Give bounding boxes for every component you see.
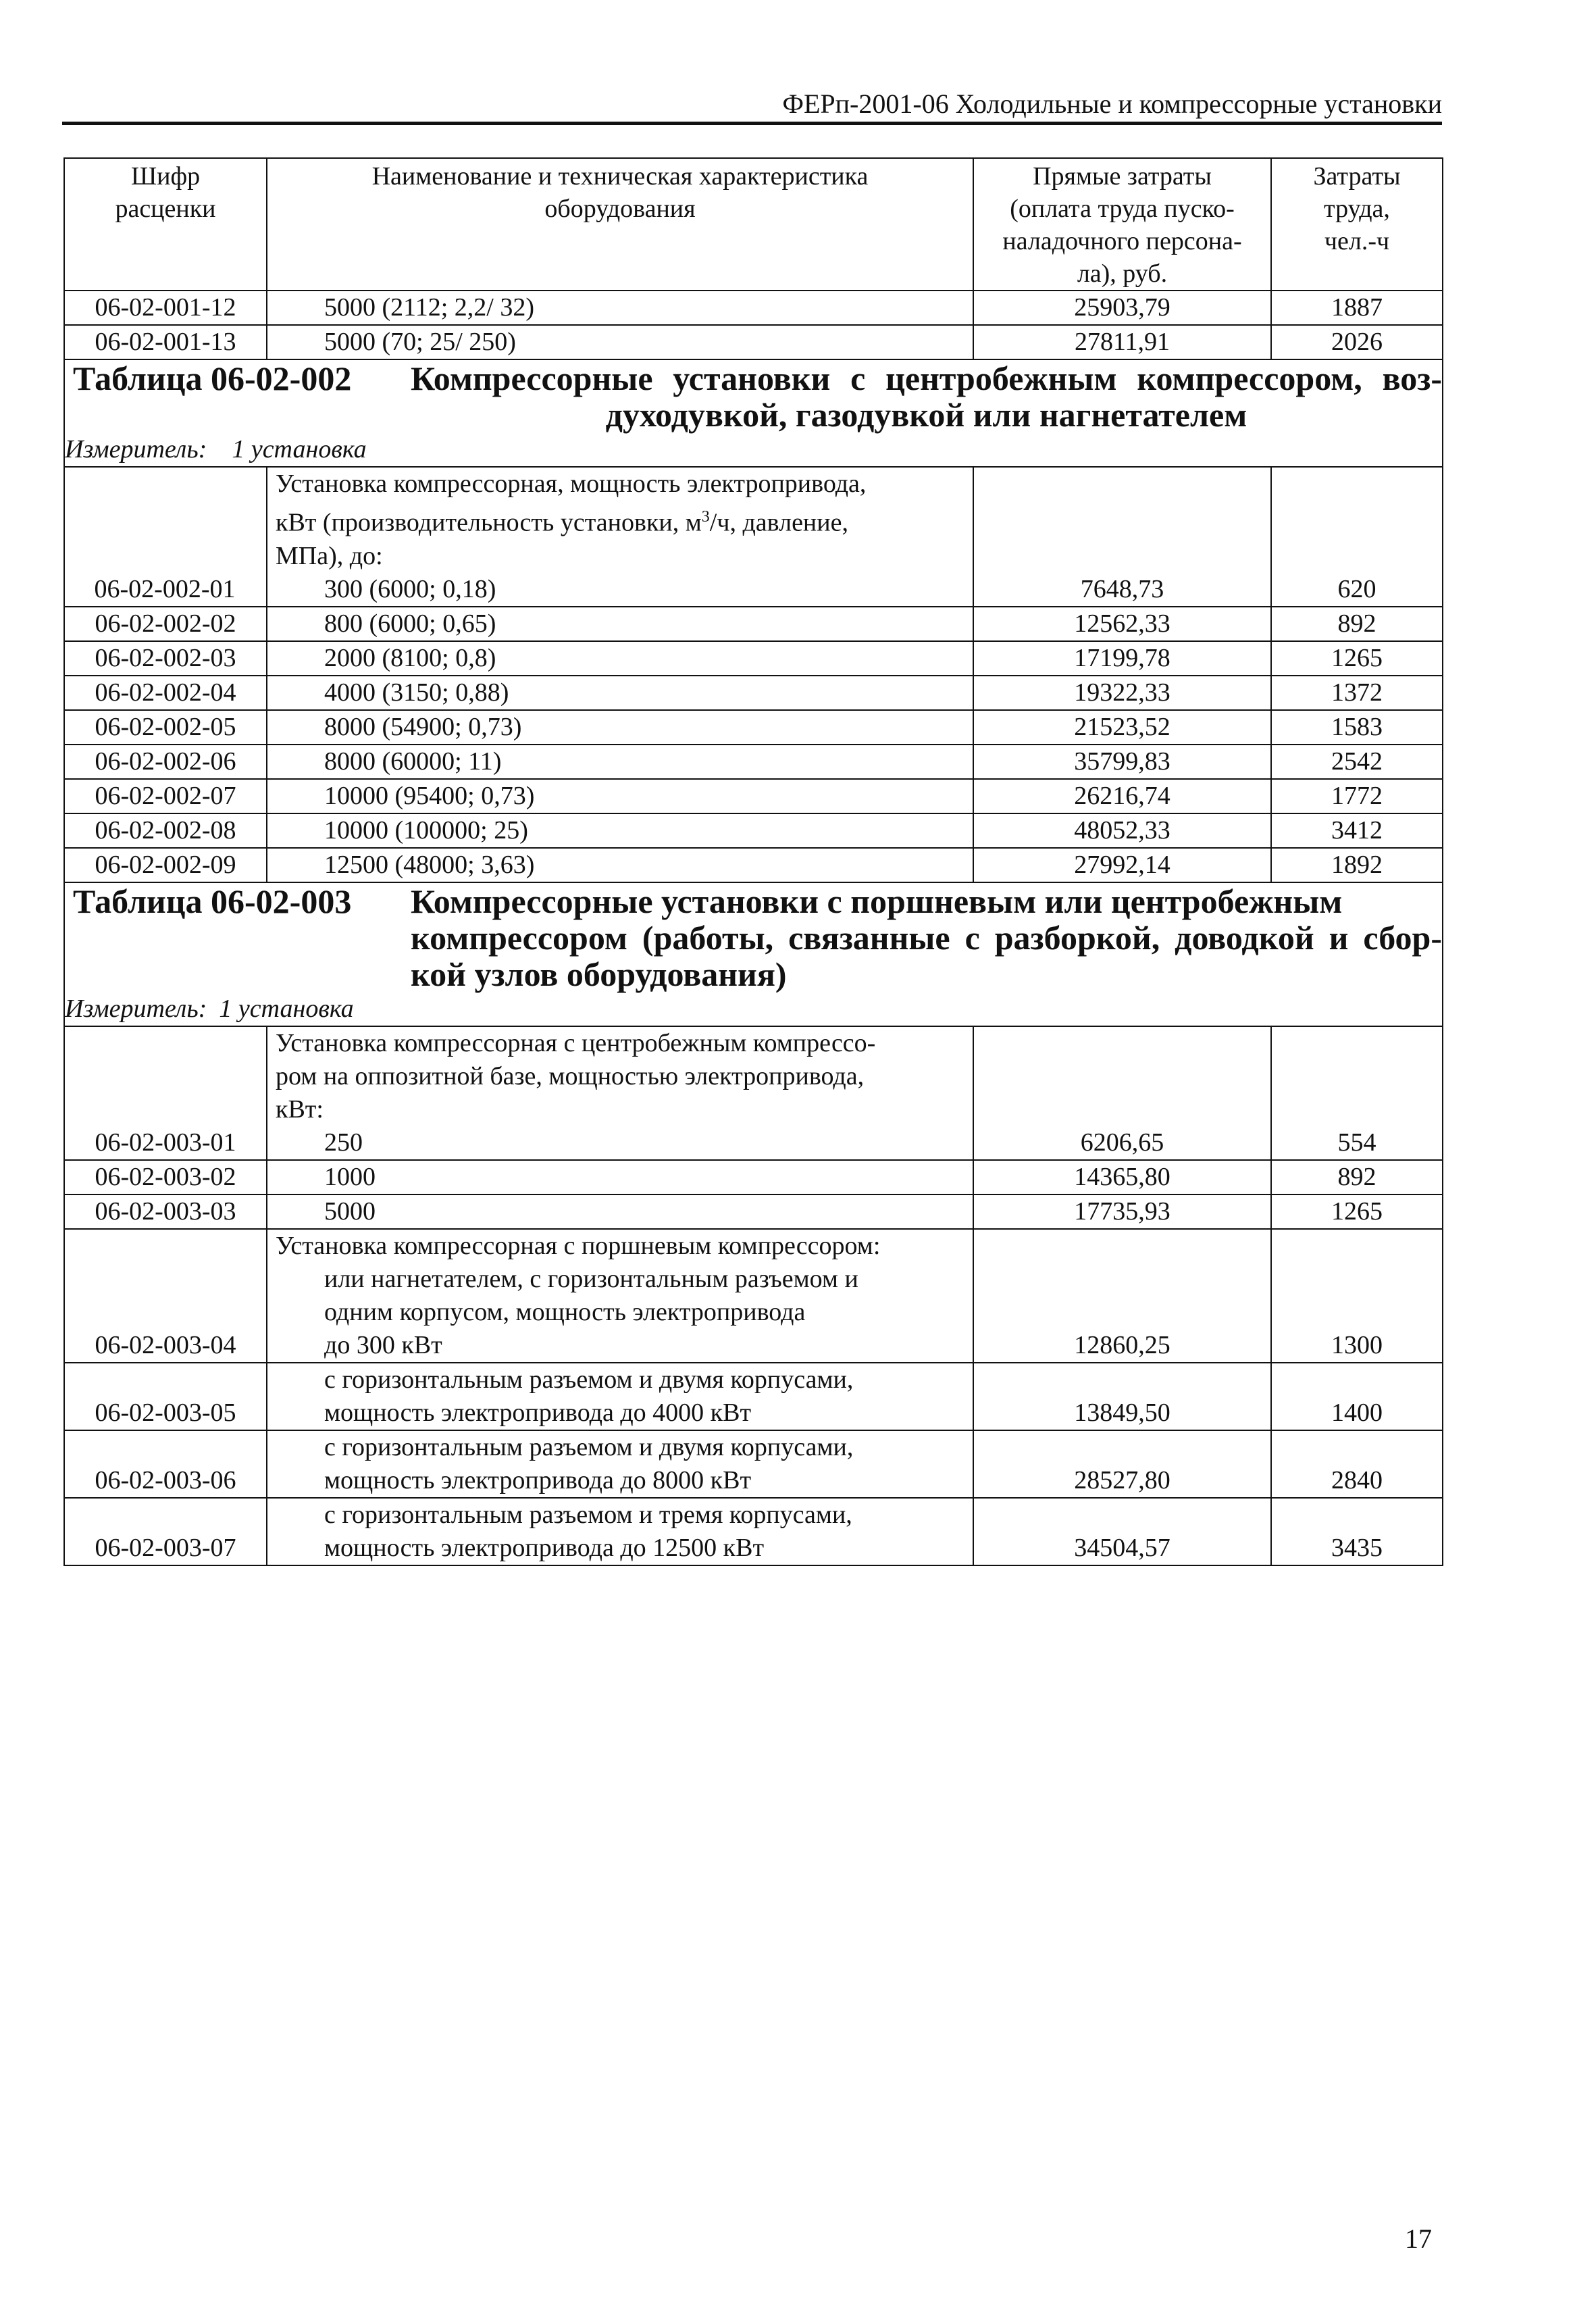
table2-group-row: [64, 467, 1443, 607]
table-row: [64, 1194, 1443, 1229]
table2-title-row: [64, 359, 1443, 433]
table-row: [64, 325, 1443, 359]
row-name: 5000 (70; 25/ 250): [267, 325, 973, 359]
row-labor: 1772: [1271, 779, 1443, 813]
row-direct-cost: 13849,50: [973, 1363, 1271, 1430]
row-code: 06-02-002-03: [64, 641, 267, 676]
row-direct-cost: 12860,25: [973, 1229, 1271, 1363]
row-code: 06-02-003-07: [64, 1498, 267, 1565]
row-labor: 1265: [1271, 641, 1443, 676]
row-name: 1000: [267, 1160, 973, 1194]
measure-label: Измеритель:: [65, 994, 207, 1023]
table-row: [64, 848, 1443, 882]
row-code: 06-02-003-02: [64, 1160, 267, 1194]
row-labor: 3412: [1271, 813, 1443, 848]
row-labor: 2840: [1271, 1430, 1443, 1498]
row-direct-cost: 26216,74: [973, 779, 1271, 813]
row-code: 06-02-003-05: [64, 1363, 267, 1430]
row-labor: 892: [1271, 607, 1443, 641]
group-description: Установка компрессорная, мощность электропривода, кВт (производительность установки, $м^3/ч$, давление, МПа), до: 300 (6000; 0,18): [267, 467, 973, 607]
row-labor: 1372: [1271, 676, 1443, 710]
row-name: 4000 (3150; 0,88): [267, 676, 973, 710]
row-direct-cost: 21523,52: [973, 710, 1271, 745]
row-labor: 1583: [1271, 710, 1443, 745]
row-direct-cost: 25903,79: [973, 291, 1271, 325]
row-labor: 1892: [1271, 848, 1443, 882]
row-labor: 892: [1271, 1160, 1443, 1194]
row-code: 06-02-003-04: [64, 1229, 267, 1363]
row-code: 06-02-002-09: [64, 848, 267, 882]
row-labor: 1400: [1271, 1363, 1443, 1430]
row-direct-cost: 19322,33: [973, 676, 1271, 710]
row-direct-cost: 48052,33: [973, 813, 1271, 848]
table3-number: Таблица 06-02-003: [73, 882, 352, 920]
row-code-06-02-002-01: 06-02-002-01: [94, 574, 236, 603]
table3-title-row: [64, 882, 1443, 992]
rates-table-cont: [63, 606, 1443, 1566]
row-code: 06-02-002-08: [64, 813, 267, 848]
row-name: 5000 (2112; 2,2/ 32): [267, 291, 973, 325]
table-row: [64, 1498, 1443, 1565]
rates-table: [63, 157, 1443, 607]
table2-measure-row: [64, 433, 1443, 467]
table2-title: Компрессорные установки с центробежным компрессором, воз- духодувкой, газодувкой или нагнетателем: [411, 359, 1442, 434]
measure-value: 1 установка: [219, 994, 354, 1023]
table3-measure-row: [64, 992, 1443, 1026]
row-direct-cost: 28527,80: [973, 1430, 1271, 1498]
row-labor: 620: [1271, 467, 1443, 607]
row-direct-cost: 27811,91: [973, 325, 1271, 359]
table-row: [64, 291, 1443, 325]
page-number: 17: [1405, 2223, 1432, 2254]
row-labor: 2026: [1271, 325, 1443, 359]
row-labor: 2542: [1271, 745, 1443, 779]
table-row: [64, 1363, 1443, 1430]
table-row: [64, 779, 1443, 813]
header-rule: [62, 122, 1442, 125]
row-name: 10000 (100000; 25): [267, 813, 973, 848]
group-description: Установка компрессорная с центробежным компрессо- ром на оппозитной базе, мощностью электропривода, кВт: 250: [267, 1026, 973, 1160]
row-code: 06-02-002-02: [64, 607, 267, 641]
row-name: Установка компрессорная с поршневым компрессором: или нагнетателем, с горизонтальным разъемом и одним корпусом, мощность электропривода до 300 кВт: [267, 1229, 973, 1363]
row-code: 06-02-002-05: [64, 710, 267, 745]
page-header: ФЕРп-2001-06 Холодильные и компрессорные установки: [782, 89, 1442, 119]
row-direct-cost: 17199,78: [973, 641, 1271, 676]
row-name: 5000: [267, 1194, 973, 1229]
row-name: 800 (6000; 0,65): [267, 607, 973, 641]
table-row: [64, 745, 1443, 779]
table-row: [64, 607, 1443, 641]
row-labor: 554: [1271, 1026, 1443, 1160]
row-name: 2000 (8100; 0,8): [267, 641, 973, 676]
col-name-header: Наименование и техническая характеристика оборудования: [267, 158, 973, 291]
row-direct-cost: 17735,93: [973, 1194, 1271, 1229]
row-code: 06-02-003-01: [64, 1026, 267, 1160]
measure-value: 1 установка: [232, 435, 367, 463]
table-header-row: [64, 158, 1443, 291]
table-row: [64, 813, 1443, 848]
table-row: [64, 641, 1443, 676]
row-code: 06-02-003-06: [64, 1430, 267, 1498]
table3-group-row: [64, 1026, 1443, 1160]
col-labor-header: Затраты труда, чел.-ч: [1271, 158, 1443, 291]
row-direct-cost: 7648,73: [973, 467, 1271, 607]
col-direct-cost-header: Прямые затраты (оплата труда пуско- наладочного персона- ла), руб.: [973, 158, 1271, 291]
row-code: 06-02-001-12: [64, 291, 267, 325]
row-labor: 3435: [1271, 1498, 1443, 1565]
row-code: 06-02-002-04: [64, 676, 267, 710]
row-labor: 1265: [1271, 1194, 1443, 1229]
col-code-header: Шифр расценки: [64, 158, 267, 291]
table2-number: Таблица 06-02-002: [73, 359, 352, 397]
row-name: с горизонтальным разъемом и двумя корпусами, мощность электропривода до 8000 кВт: [267, 1430, 973, 1498]
row-code: 06-02-002-06: [64, 745, 267, 779]
row-name: 8000 (60000; 11): [267, 745, 973, 779]
row-direct-cost: 14365,80: [973, 1160, 1271, 1194]
row-direct-cost: 34504,57: [973, 1498, 1271, 1565]
row-code: 06-02-001-13: [64, 325, 267, 359]
row-code: 06-02-003-03: [64, 1194, 267, 1229]
table-row: [64, 676, 1443, 710]
row-direct-cost: 12562,33: [973, 607, 1271, 641]
row-name: 12500 (48000; 3,63): [267, 848, 973, 882]
row-labor: 1887: [1271, 291, 1443, 325]
table-row: [64, 1160, 1443, 1194]
table-row: [64, 1430, 1443, 1498]
row-code: 06-02-002-07: [64, 779, 267, 813]
row-direct-cost: 27992,14: [973, 848, 1271, 882]
measure-label: Измеритель:: [65, 435, 207, 463]
table-row: [64, 1229, 1443, 1363]
table3-title: Компрессорные установки с поршневым или центробежным компрессором (работы, связанные с разборкой, доводкой и сбор- кой узлов оборудования): [411, 882, 1442, 993]
row-direct-cost: 35799,83: [973, 745, 1271, 779]
row-direct-cost: 6206,65: [973, 1026, 1271, 1160]
row-name: с горизонтальным разъемом и двумя корпусами, мощность электропривода до 4000 кВт: [267, 1363, 973, 1430]
row-labor: 1300: [1271, 1229, 1443, 1363]
row-name: 8000 (54900; 0,73): [267, 710, 973, 745]
row-name: 10000 (95400; 0,73): [267, 779, 973, 813]
table-row: [64, 710, 1443, 745]
row-name: с горизонтальным разъемом и тремя корпусами, мощность электропривода до 12500 кВт: [267, 1498, 973, 1565]
